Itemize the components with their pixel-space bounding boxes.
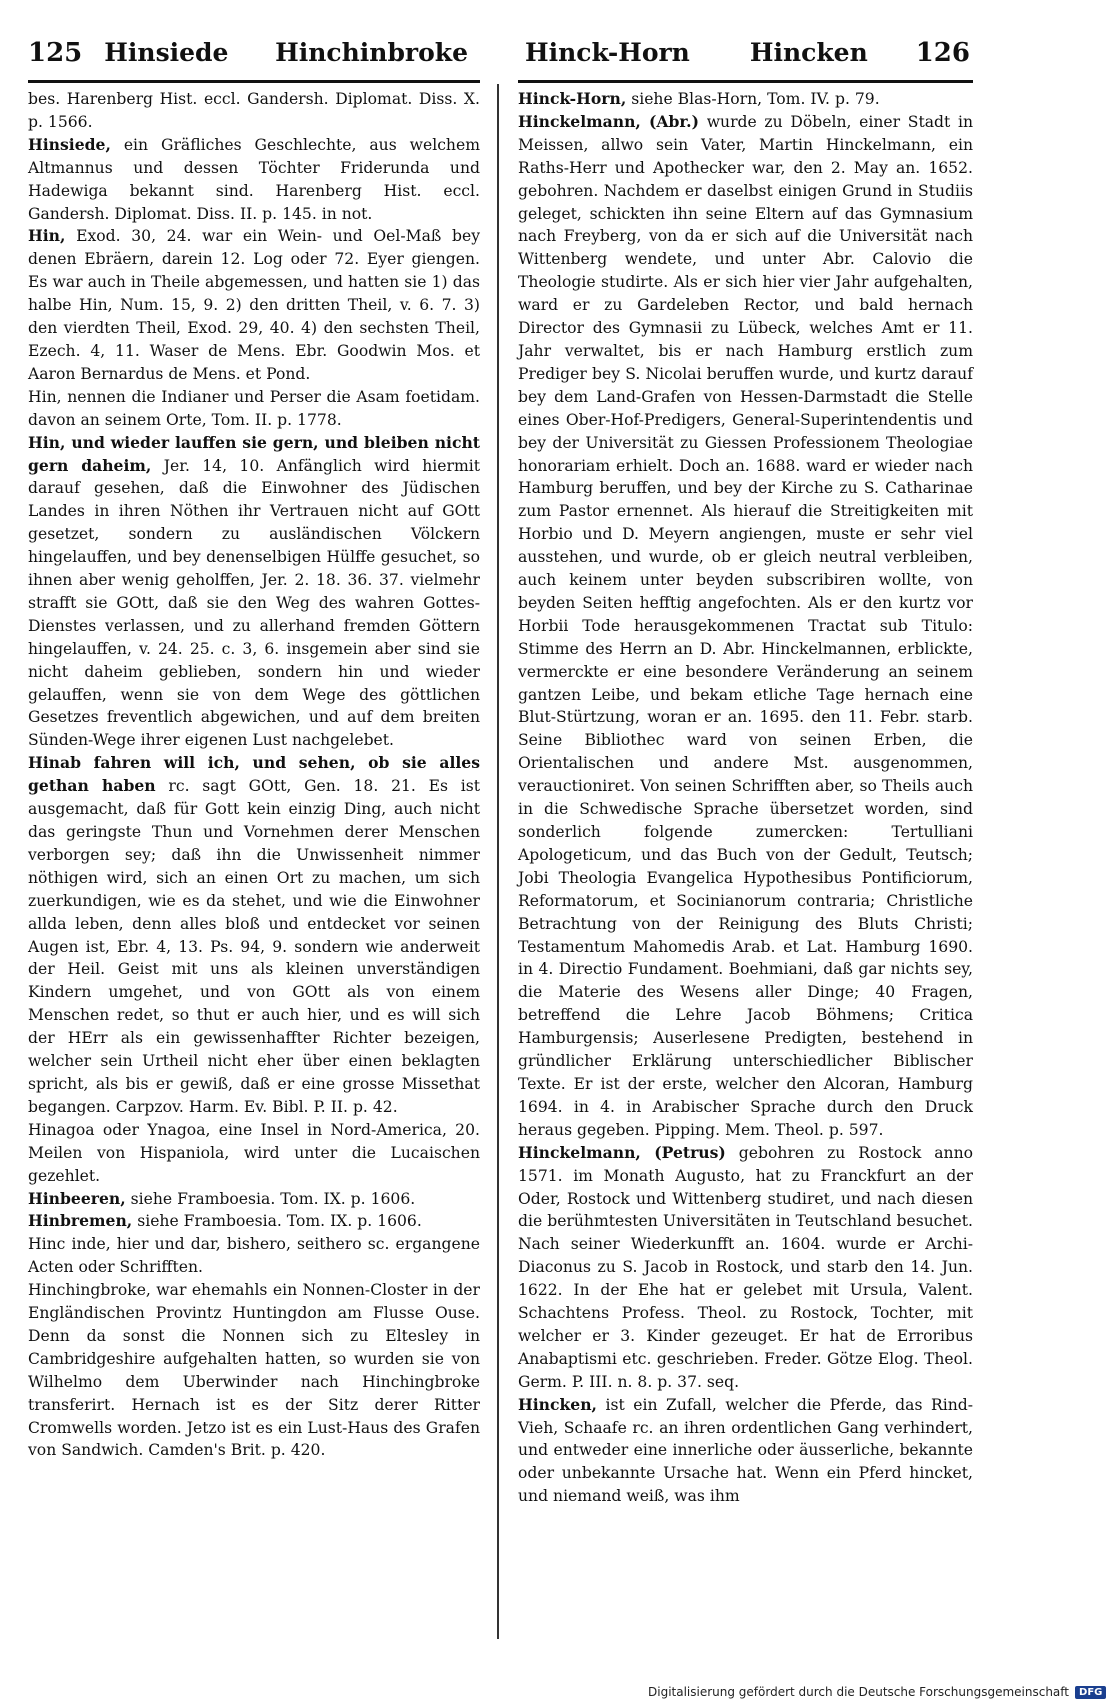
dictionary-entry bbox=[518, 111, 973, 1142]
dfg-logo: DFG bbox=[1075, 1686, 1106, 1699]
entry-text: siehe Framboesia. Tom. IX. p. 1606. bbox=[137, 1212, 422, 1231]
entry-text: Hinchingbroke, war ehemahls ein Nonnen-Closter in der Engländischen Provintz Huntingdon am Flusse Ouse. Denn da sonst die Nonnen sich zu Eltesley in Cambridgeshire aufgehalten hatten, so wurden sie von Wilhelmo dem Uberwinder nach Hinchingbroke transferirt. Hernach ist es der Sitz derer Ritter Cromwells worden. Jetzo ist es ein Lust-Haus des Grafen von Sandwich. Camden's Brit. p. 420. bbox=[28, 1281, 480, 1460]
dictionary-entry bbox=[28, 432, 480, 753]
entry-text: ist ein Zufall, welcher die Pferde, das Rind-Vieh, Schaafe rc. an ihren ordentlichen Gang verhindert, und entweder eine innerliche oder äusserliche, bekannte oder unbekannte Ursache hat. Wenn ein Pferd hincket, und niemand weiß, was ihm bbox=[518, 1395, 973, 1506]
entry-text: Hinagoa oder Ynagoa, eine Insel in Nord-America, 20. Meilen von Hispaniola, wird unter die Lucaischen gezehlet. bbox=[28, 1120, 480, 1185]
dictionary-entry bbox=[28, 134, 480, 226]
entry-lemma: Hincken, bbox=[518, 1394, 597, 1414]
right-header-rule bbox=[518, 80, 973, 83]
entry-text: Hinc inde, hier und dar, bishero, seithero sc. ergangene Acten oder Schrifften. bbox=[28, 1235, 480, 1277]
dictionary-entry bbox=[518, 1394, 973, 1509]
credit-text: Digitalisierung gefördert durch die Deutsche Forschungsgemeinschaft bbox=[648, 1685, 1070, 1699]
entry-lemma: Hin, und wieder lauffen sie gern, und bleiben nicht gern daheim, bbox=[28, 432, 480, 475]
dictionary-entry bbox=[28, 88, 480, 134]
entry-text: gebohren zu Rostock anno 1571. im Monath Augusto, hat zu Franckfurt an der Oder, Rostock und Wittenberg studiret, und nach diesen die berühmtesten Universitäten in Teutschland besuchet. Nach seiner Wiederkunfft an. 1604. wurde er Archi-Diaconus zu S. Jacob in Rostock, und starb den 14. Jun. 1622. In der Ehe hat er gelebet mit Ursula, Valent. Schachtens Profess. Theol. zu Rostock, Tochter, mit welcher er 3. Kinder gezeuget. Er hat de Erroribus Anabaptismi etc. geschrieben. Freder. Götze Elog. Theol. Germ. P. III. n. 8. p. 37. seq. bbox=[518, 1143, 974, 1391]
right-page-header bbox=[525, 38, 970, 78]
right-page-number: 126 bbox=[915, 38, 970, 68]
entry-lemma: Hinbeeren, bbox=[28, 1188, 126, 1208]
entry-lemma: Hinckelmann, (Petrus) bbox=[518, 1142, 726, 1162]
entry-text: siehe Blas-Horn, Tom. IV. p. 79. bbox=[631, 90, 880, 108]
dictionary-entry bbox=[28, 386, 480, 432]
column-divider bbox=[497, 84, 499, 1639]
entry-text: Exod. 30, 24. war ein Wein- und Oel-Maß bey denen Ebräern, darein 12. Log oder 72. Eyer giengen. Es war auch in Theile abgemessen, und hatten sie 1) das halbe Hin, Num. 15, 9. 2) den dritten Theil, v. 6. 7. 3) den vierdten Theil, Exod. 29, 40. 4) den sechsten Theil, Ezech. 4, 11. Waser de Mens. Ebr. Goodwin Mos. et Aaron Bernardus de Mens. et Pond. bbox=[28, 227, 481, 383]
left-header-first-keyword: Hinsiede bbox=[104, 38, 229, 67]
dictionary-entry bbox=[28, 1188, 480, 1211]
entry-lemma: Hinckelmann, (Abr.) bbox=[518, 111, 699, 131]
dictionary-entry bbox=[518, 88, 973, 111]
dictionary-entry bbox=[28, 1233, 480, 1279]
entry-lemma: Hinbremen, bbox=[28, 1211, 133, 1231]
entry-text: Hin, nennen die Indianer und Perser die Asam foetidam. davon an seinem Orte, Tom. II. p. 1778. bbox=[28, 387, 480, 429]
left-header-last-keyword: Hinchinbroke bbox=[275, 38, 468, 67]
entry-text: ein Gräfliches Geschlechte, aus welchem Altmannus und dessen Töchter Friderunda und Hadewiga bekannt sind. Harenberg Hist. eccl. Gandersh. Diplomat. Diss. II. p. 145. in not. bbox=[28, 135, 480, 223]
entry-lemma: Hinsiede, bbox=[28, 134, 111, 154]
dictionary-entry bbox=[28, 1279, 480, 1462]
entry-text: Jer. 14, 10. Anfänglich wird hiermit darauf gesehen, daß die Einwohner des Jüdischen Landes in ihren Nöthen ihr Vertrauen nicht auf GOtt gesetzet, sondern zu ausländischen Völckern hingelauffen, und bey denenselbigen Hülffe gesuchet, so ihnen aber wenig geholffen, Jer. 2. 18. 36. 37. vielmehr strafft sie GOtt, daß sie den Weg des wahren Gottes-Dienstes verlassen, und zu allerhand fremden Göttern hingelauffen, v. 24. 25. c. 3, 6. insgemein aber sind sie nicht daheim geblieben, sondern hin und wieder gelauffen, wenn sie von dem Wege des göttlichen Gesetzes freventlich abgewichen, und auf dem breiten Sünden-Wege ihrer eigenen Lust nachgelebet. bbox=[28, 456, 480, 750]
dictionary-entry bbox=[28, 1210, 480, 1233]
entry-lemma: Hinab fahren will ich, und sehen, ob sie alles gethan haben bbox=[28, 753, 480, 796]
right-header-first-keyword: Hinck-Horn bbox=[525, 38, 690, 67]
entry-lemma: Hin, bbox=[28, 226, 66, 246]
right-text-column bbox=[518, 88, 973, 1508]
digitization-credit bbox=[648, 1683, 1106, 1701]
entry-text: siehe Framboesia. Tom. IX. p. 1606. bbox=[130, 1189, 416, 1208]
entry-text: rc. sagt GOtt, Gen. 18. 21. Es ist ausgemacht, daß für Gott kein einzig Ding, auch nicht das geringste Thun und Vornehmen derer Menschen verborgen sey; daß ihn die Unwissenheit nimmer nöthigen wird, sich an einen Ort zu machen, um sich zuerkundigen, wie es da stehet, und wie die Einwohner allda leben, denn alles bloß und entdecket vor seinen Augen ist, Ebr. 4, 13. Ps. 94, 9. sondern wie anderweit der Heil. Geist mit uns als kleinen unverständigen Kindern umgehet, und von GOtt als von einem Menschen redet, so thut er auch hier, und es will sich der HErr als ein gewissenhaffter Richter bezeigen, welcher sein Urtheil nicht eher über einen beklagten spricht, als bis er gewiß, daß er eine grosse Missethat begangen. Carpzov. Harm. Ev. Bibl. P. II. p. 42. bbox=[28, 777, 481, 1116]
entry-lemma: Hinck-Horn, bbox=[518, 89, 627, 108]
left-page-header bbox=[28, 38, 468, 78]
dictionary-entry bbox=[518, 1142, 973, 1394]
dictionary-entry bbox=[28, 1119, 480, 1188]
left-header-rule bbox=[28, 80, 480, 83]
entry-text: bes. Harenberg Hist. eccl. Gandersh. Diplomat. Diss. X. p. 1566. bbox=[28, 90, 480, 131]
left-page-number: 125 bbox=[28, 38, 83, 68]
entry-text: wurde zu Döbeln, einer Stadt in Meissen, allwo sein Vater, Martin Hinckelmann, ein Raths-Herr und Apothecker war, den 2. May an. 1652. gebohren. Nachdem er daselbst einigen Grund in Studiis geleget, schickten ihn seine Eltern auf das Gymnasium nach Freyberg, von da er sich auf die Universität nach Wittenberg wendete, und unter Abr. Calovio die Theologie studirte. Als er sich hier vier Jahr aufgehalten, ward er zu Gardeleben Rector, und bald hernach Director des Gymnasii zu Lübeck, welches Amt er 11. Jahr verwaltet, bis er nach Hamburg erstlich zum Prediger bey S. Nicolai beruffen wurde, und kurtz darauf bey dem Land-Grafen von Hessen-Darmstadt die Stelle eines Ober-Hof-Predigers, General-Superintendentis und bey der Universität zu Giessen Professionem Theologiae honorariam erhielt. Doch an. 1688. ward er wieder nach Hamburg beruffen, und bey der Kirche zu S. Catharinae zum Pastor ernennet. Als hierauf die Streitigkeiten mit Horbio und D. Meyern angiengen, muste er sehr viel ausstehen, und wurde, ob er gleich neutral verbleiben, auch keinem unter beyden subscribiren wollte, von beyden Seiten hefftig angefochten. Als er den kurtz vor Horbii Tode herausgekommenen Tractat sub Titulo: Stimme des Herrn an D. Abr. Hinckelmannen, erblickte, vermerckte er eine besondere Veränderung an seinem gantzen Leibe, und bekam etliche Tage hernach eine Blut-Stürtzung, woran er an. 1695. den 11. Febr. starb. Seine Bibliothec ward von seinen Erben, die Orientalischen und andere Mst. ausgenommen, verauctioniret. Von seinen Schrifften aber, so Theils auch in die Schwedische Sprache übersetzet worden, sind sonderlich folgende zumercken: Tertulliani Apologeticum, und das Buch von der Gedult, Teutsch; Jobi Theologia Evangelica Hypothesibus Pontificiorum, Reformatorum, et Socinianorum contraria; Christliche Betrachtung von der Reinigung des Bluts Christi; Testamentum Mahomedis Arab. et Lat. Hamburg 1690. in 4. Directio Fundament. Boehmiani, daß gar nichts sey, die Materie des Wesens aller Dinge; 40 Fragen, betreffend die Lehre Jacob Böhmens; Critica Hamburgensis; Auserlesene Predigten, bestehend in gründlicher Erklärung unterschiedlicher Biblischer Texte. Er ist der erste, welcher den Alcoran, Hamburg 1694. in 4. in Arabischer Sprache durch den Druck heraus gegeben. Pipping. Mem. Theol. p. 597. bbox=[518, 112, 974, 1139]
right-header-last-keyword: Hincken bbox=[749, 38, 868, 67]
dictionary-entry bbox=[28, 225, 480, 385]
dictionary-entry bbox=[28, 752, 480, 1119]
left-text-column bbox=[28, 88, 480, 1462]
